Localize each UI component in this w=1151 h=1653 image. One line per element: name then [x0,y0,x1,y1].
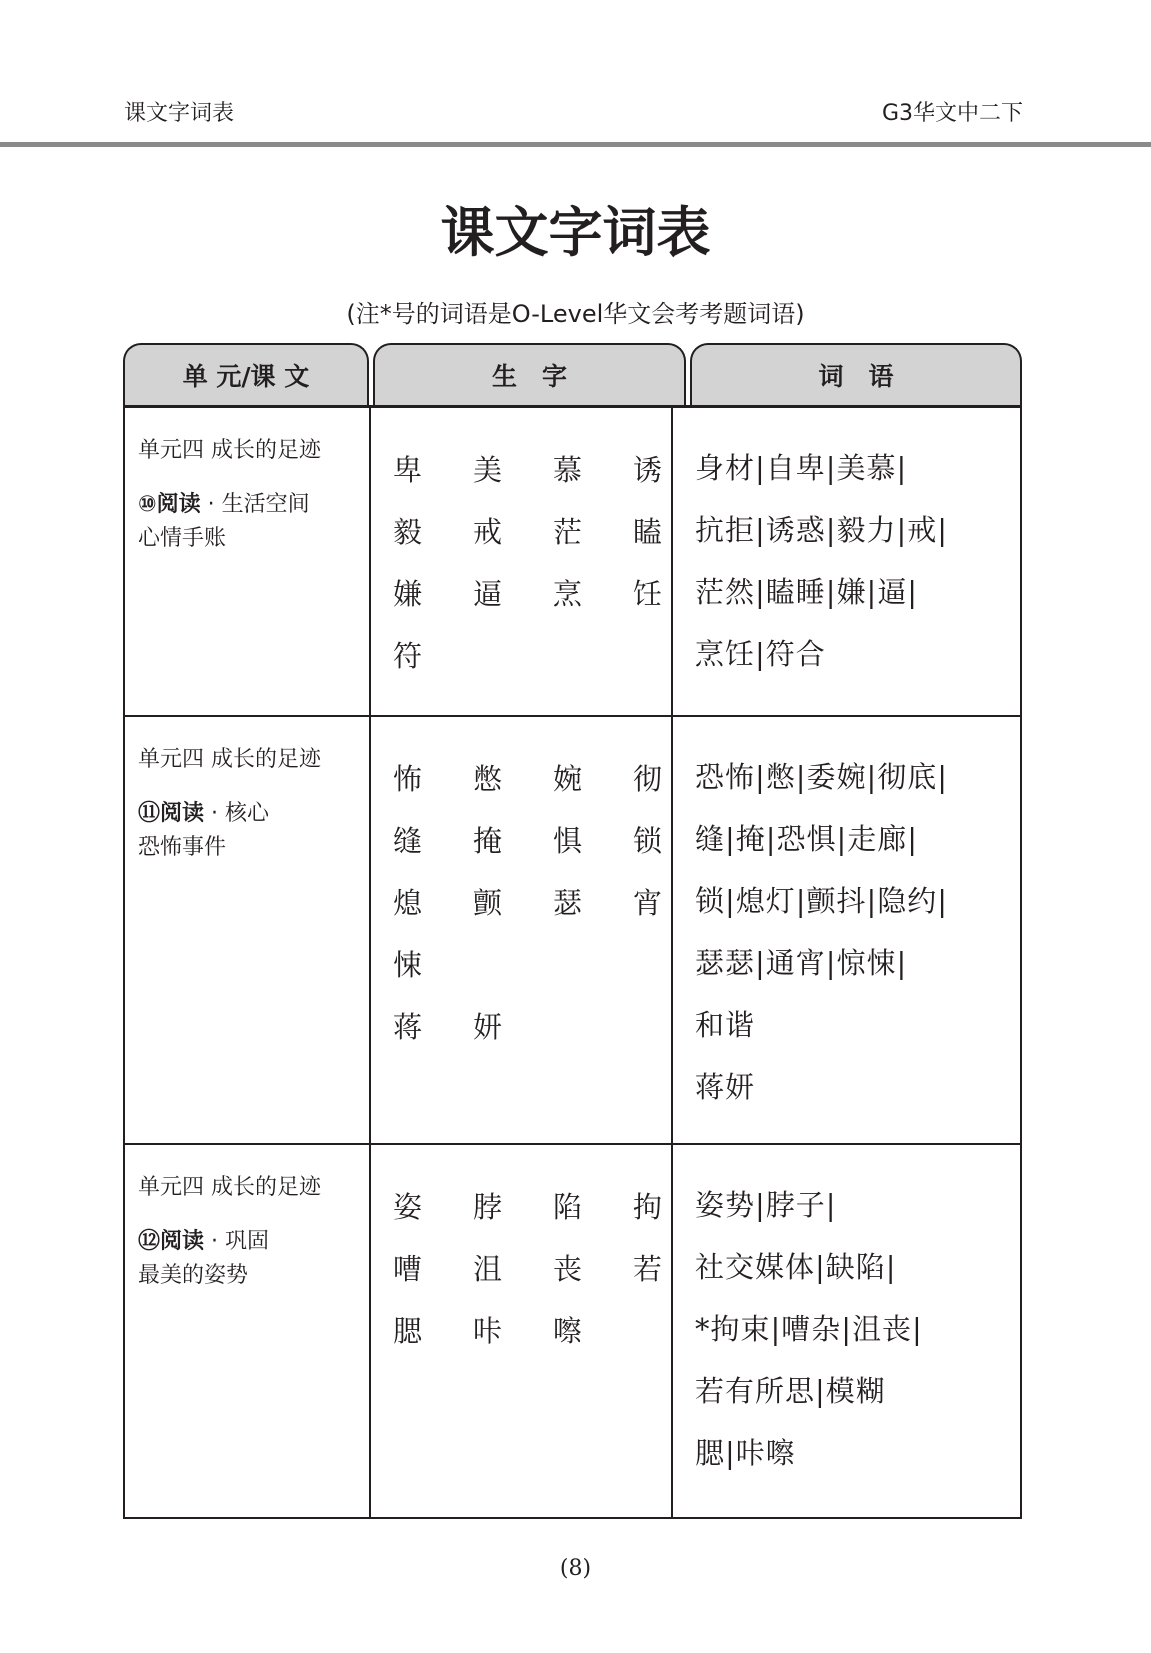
words-cell [673,1145,1020,1517]
lesson-type [138,1225,369,1259]
column-header-words: 词 语 [690,343,1022,405]
character: 符 [393,638,423,673]
character: 瑟 [553,885,583,920]
character: 熄 [393,885,423,920]
vocab-table [123,405,1022,1519]
word-line: 瑟瑟|通宵|惊悚| [695,946,908,980]
note: (注*号的词语是O-Level华文会考考题词语) [346,300,805,328]
lesson-type-label: 阅读 [160,801,205,826]
character: 若 [633,1251,663,1286]
character: 陷 [553,1189,583,1224]
character: 悚 [393,947,423,982]
unit-label: 单元四 成长的足迹 [138,1175,321,1200]
character: 怖 [393,761,423,796]
character: 卑 [393,452,423,487]
running-header-left: 课文字词表 [124,101,235,126]
lesson-title: 最美的姿势 [138,1263,249,1288]
character: 惧 [553,823,583,858]
character: 丧 [553,1251,583,1286]
character: 瞌 [633,514,663,549]
character: 茫 [553,514,583,549]
lesson-type-label: 阅读 [160,1229,205,1254]
unit-cell [125,408,371,715]
word-line: 恐怖|憋|委婉|彻底| [695,760,949,794]
word-line: 烹饪|符合 [695,637,826,671]
table-row [125,1145,1020,1517]
characters-cell [371,717,673,1143]
character: 沮 [473,1251,503,1286]
header-divider [0,142,1151,147]
lesson-title: 恐怖事件 [138,835,227,860]
lesson-number: ⑪ [138,801,161,826]
character: 嘈 [393,1251,423,1286]
word-line: 抗拒|诱惑|毅力|戒| [695,513,949,547]
word-line: 和谐 [695,1008,756,1042]
lesson-type [138,488,369,522]
column-header-characters: 生 字 [373,343,686,405]
character: 缝 [393,823,423,858]
table-row [125,408,1020,717]
page-title: 课文字词表 [440,201,711,264]
character: 逼 [473,576,503,611]
character: 咔 [473,1313,503,1348]
unit-cell [125,1145,371,1517]
character: 诱 [633,452,663,487]
character: 戒 [473,514,503,549]
character: 慕 [553,452,583,487]
character: 妍 [473,1009,503,1044]
character: 姿 [393,1189,423,1224]
character: 颤 [473,885,503,920]
character: 蒋 [393,1009,423,1044]
character: 婉 [553,761,583,796]
lesson-number: ⑫ [138,1229,161,1254]
words-cell [673,408,1020,715]
unit-cell [125,717,371,1143]
lesson-subtype: · 巩固 [204,1229,270,1254]
word-line: 锁|熄灯|颤抖|隐约| [695,884,949,918]
character: 饪 [633,576,663,611]
word-line: 茫然|瞌睡|嫌|逼| [695,575,919,609]
word-line: 蒋妍 [695,1070,756,1104]
word-line: 若有所思|模糊 [695,1374,886,1408]
character: 拘 [633,1189,663,1224]
character: 美 [473,452,503,487]
lesson-number: ⑩ [138,492,157,517]
column-header-unit: 单 元/课 文 [123,343,369,405]
character: 嚓 [553,1313,583,1348]
lesson-subtype: · 核心 [204,801,270,826]
character: 腮 [393,1313,423,1348]
characters-cell [371,408,673,715]
characters-cell [371,1145,673,1517]
word-line: 身材|自卑|美慕| [695,451,908,485]
character: 毅 [393,514,423,549]
word-line: 姿势|脖子| [695,1188,837,1222]
character: 彻 [633,761,663,796]
lesson-title: 心情手账 [138,526,227,551]
character: 烹 [553,576,583,611]
character: 宵 [633,885,663,920]
lesson-subtype: · 生活空间 [200,492,310,517]
lesson-type-label: 阅读 [156,492,201,517]
table-row [125,717,1020,1145]
unit-label: 单元四 成长的足迹 [138,747,321,772]
unit-label: 单元四 成长的足迹 [138,438,321,463]
character: 锁 [633,823,663,858]
character: 脖 [473,1189,503,1224]
running-header-right: G3华文中二下 [881,101,1023,126]
lesson-type [138,797,369,831]
word-line: *拘束|嘈杂|沮丧| [695,1312,923,1346]
word-line: 社交媒体|缺陷| [695,1250,897,1284]
character: 掩 [473,823,503,858]
character: 憋 [473,761,503,796]
word-line: 缝|掩|恐惧|走廊| [695,822,919,856]
word-line: 腮|咔嚓 [695,1436,796,1470]
words-cell [673,717,1020,1143]
page-number: (8) [559,1556,592,1581]
character: 嫌 [393,576,423,611]
